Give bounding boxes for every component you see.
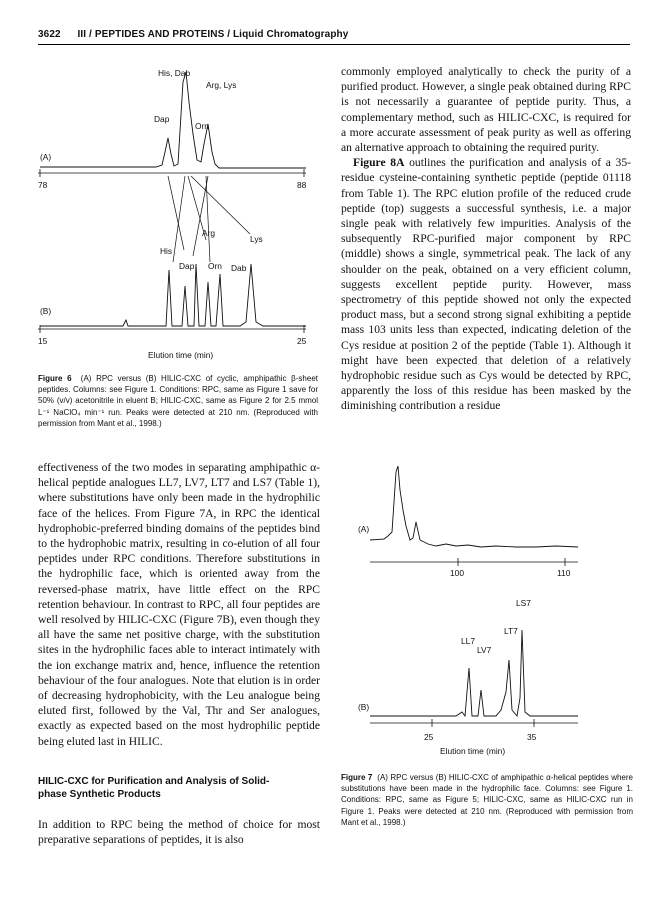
fig7-b-tick-2: 35 [527, 732, 537, 742]
fig7-peak-label-lt7: LT7 [504, 626, 518, 636]
fig7-peak-label-ll7: LL7 [461, 636, 475, 646]
fig6-panel-b-label: (B) [40, 306, 52, 316]
fig7-b-tick-1: 25 [424, 732, 434, 742]
right-top-para-1: commonly employed analytically to check the purity of a purified product. However, a single peak obtained during RPC is not necessarily a guarantee of peptide purity. Thus, a complementary method, such as HILIC-CXC, is required for a more accurate assessment of peak purity as well as offering an alternative approach to obtaining the required purity. [341, 65, 631, 155]
figure-6-caption-label: Figure 6 [38, 374, 72, 383]
fig6-peak-label-dap: Dap [179, 261, 195, 271]
fig6-peak-label-arg: Arg [202, 228, 216, 238]
fig6-trace-a [40, 72, 306, 168]
fig6-trace-b [40, 264, 306, 326]
fig7-trace-a [370, 466, 578, 547]
fig6-peak-label-orn: Orn [208, 261, 222, 271]
running-title: III / PEPTIDES AND PROTEINS / Liquid Chromatography [77, 29, 349, 40]
fig6-peak-label-his: His [160, 246, 173, 256]
fig6-peak-label-his-dab: His, Dab [158, 68, 191, 78]
fig6-b-tick-right: 25 [297, 336, 307, 346]
fig7-xlabel: Elution time (min) [440, 746, 506, 756]
fig7-a-tick-1: 100 [450, 568, 464, 578]
figure-7-caption [341, 772, 633, 828]
figure-6-caption [38, 373, 318, 429]
fig7-panel-b-label: (B) [358, 702, 370, 712]
left-bottom-para-2: In addition to RPC being the method of choice for most preparative separations of peptides, it is also [38, 818, 320, 847]
left-bottom-para-1: effectiveness of the two modes in separating amphipathic α-helical peptide analogues LL7, LV7, LT7 and LS7 (Table 1), where substitutions have only been made in the hydrophilic face of the helices. From Figure 7A, in RPC the identical hydrophobic-preferred binding domains of the peptides bind to the hydrophobic matrix, resulting in co-elution of all four peptides under RPC conditions. Therefore substitutions in the hydrophilic face, which is oriented away from the reversed-phase matrix, have little effect on the RPC retention behaviour. In contrast to RPC, all four peptides are well resolved by HILIC-CXC (Figure 7B), even though they all have the same net positive charge, with the substitution sites in the hydrophilic faces able to interact intimately with the ion exchange matrix and, hence, influence the retention behaviour of the four analogues. Note that elution is in order of decreasing hydrophobicity, with the Leu analogue being eluted first, followed by the Val, Thr and Ser analogues, exactly as expected based on the most hydrophilic peptide being eluted last in HILIC. [38, 461, 320, 748]
section-heading: HILIC-CXC for Purification and Analysis of Solid-phase Synthetic Products [38, 776, 270, 800]
fig6-b-tick-left: 15 [38, 336, 48, 346]
right-top-para-2: Figure 8A outlines the purification and analysis of a 35-residue cysteine-containing synthetic peptide (peptide 01118 from Table 1). The RPC elution profile of the reduced crude peptide (top) suggests a successful synthesis, i.e. a major single peak with relatively few impurities. Analysis of the subsequently RPC-purified major component by RPC (middle) shows a single, symmetrical peak. The lack of any shoulder on the peak, obtained on a very efficient column, suggests excellent peptide purity. However, mass spectrometry of this peptide showed not only the expected product mass, but a second strong signal exhibiting a peptide mass 103 units less than expected, indicating deletion of the Cys residue at position 2 of the peptide (Table 1). Although it might have been expected that deletion of a relatively hydrophobic residue such as Cys would be detected by RPC, apparently the loss of this residue has been masked by the diminishing contribution a residue [341, 156, 631, 413]
figure-7-caption-label: Figure 7 [341, 773, 373, 782]
fig6-a-tick-left: 78 [38, 180, 48, 190]
fig6-xlabel: Elution time (min) [148, 350, 214, 360]
left-column-bottom [38, 460, 320, 749]
running-header [38, 29, 348, 40]
fig6-panel-a-label: (A) [40, 152, 52, 162]
fig6-correlation-arrows [168, 176, 250, 262]
figure-6-caption-text: (A) RPC versus (B) HILIC-CXC of cyclic, amphipathic β-sheet peptides. Columns: see Figure 1. Conditions: RPC, same as Figure 1 save for 50% (v/v) acetonitrile in eluent B; HILIC-CXC, same as Figure 2 for 2.5 mmol L⁻¹ NaClO₄ min⁻¹ run. Peaks were detected at 210 nm. (Reproduced with permission from Mant et al., 1998.) [38, 374, 318, 428]
fig7-panel-a-label: (A) [358, 524, 370, 534]
fig6-peak-label-arg-lys: Arg, Lys [206, 80, 237, 90]
figure-6-chromatogram [38, 64, 318, 364]
fig6-peak-label-lys: Lys [250, 234, 263, 244]
figure-8a-ref: Figure 8A [353, 156, 405, 170]
fig6-peak-label-dab: Dab [231, 263, 247, 273]
fig7-peak-label-lv7: LV7 [477, 645, 492, 655]
right-column-top [341, 64, 631, 414]
fig7-a-tick-2: 110 [557, 568, 571, 578]
fig6-a-tick-right: 88 [297, 180, 307, 190]
fig6-peak-label-dap: Dap [154, 114, 170, 124]
fig6-peak-label-orn: Orn [195, 121, 209, 131]
figure-7-caption-text: (A) RPC versus (B) HILIC-CXC of amphipathic α-helical peptides where substitutions have been made in the hydrophilic face. Columns: see Figure 1. Conditions: RPC, same as Figure 5; HILIC-CXC, same as HILIC-CXC run in Figure 1. Peaks were detected at 210 nm. (Reproduced with permission from Mant et al., 1998.) [341, 773, 633, 827]
left-column-last-para [38, 817, 320, 847]
figure-7-chromatogram [356, 460, 596, 760]
header-rule [38, 44, 630, 45]
fig7-peak-label-ls7: LS7 [516, 598, 531, 608]
page-number: 3622 [38, 29, 61, 40]
